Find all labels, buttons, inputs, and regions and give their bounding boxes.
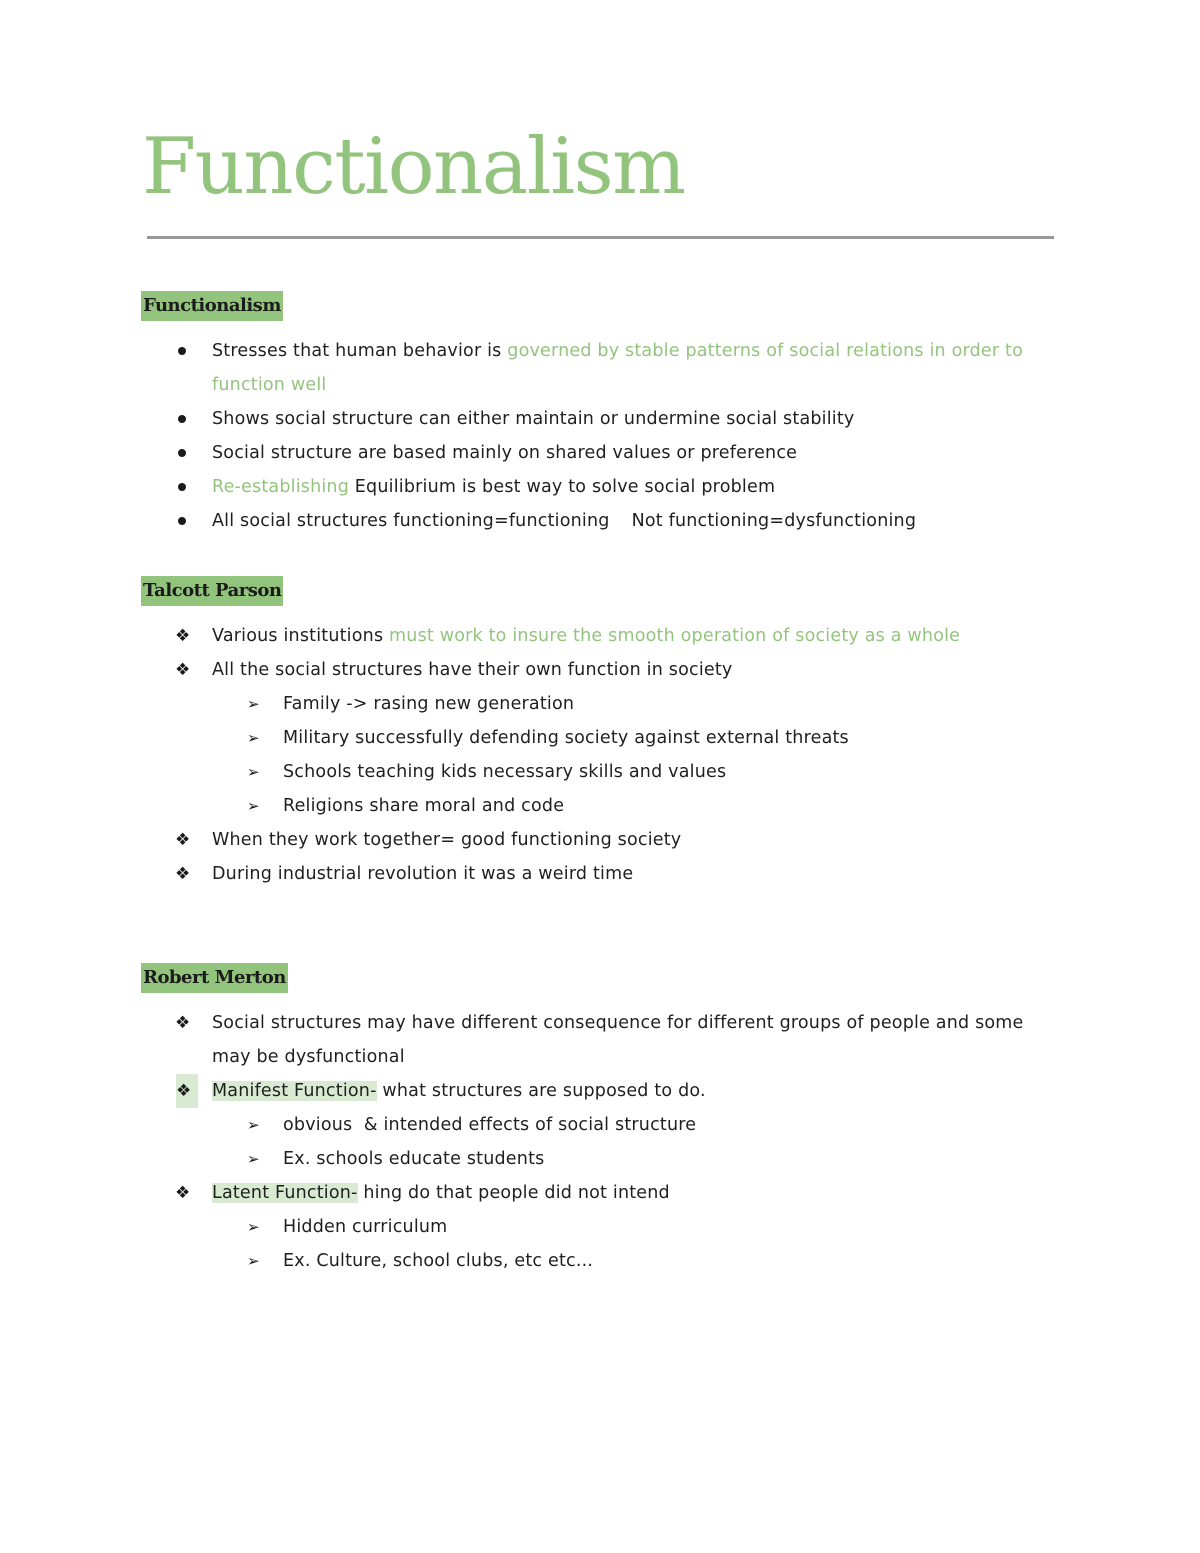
diamond-bullet-icon: ❖	[176, 1074, 198, 1108]
subitem-text: obvious & intended effects of social structure	[283, 1115, 697, 1135]
list-item	[0, 1006, 1057, 1074]
list-item	[0, 857, 1057, 891]
list-item	[0, 653, 1057, 687]
talcott-parson-list	[0, 619, 1200, 891]
item-text: what structures are supposed to do.	[376, 1081, 706, 1101]
list-item	[0, 1176, 1057, 1210]
item-text: Equilibrium is best way to solve social problem	[349, 477, 776, 497]
diamond-bullet-icon: ❖	[175, 1183, 191, 1203]
diamond-bullet-icon: ❖	[175, 626, 191, 646]
item-text: hing do that people did not intend	[357, 1183, 670, 1203]
title-divider	[147, 236, 1054, 239]
item-text: Shows social structure can either maintain or undermine social stability	[212, 409, 855, 429]
item-text: Social structure are based mainly on shared values or preference	[212, 443, 798, 463]
item-text-functioning: All social structures functioning=functioning	[212, 511, 610, 531]
list-item	[0, 334, 1057, 402]
list-item	[0, 823, 1057, 857]
item-emphasis: must work to insure the smooth operation of society as a whole	[389, 626, 961, 646]
item-text: When they work together= good functioning society	[212, 830, 682, 850]
arrow-bullet-icon: ➢	[247, 1218, 260, 1236]
bullet-dot-icon	[175, 334, 195, 368]
robert-merton-list	[0, 1006, 1200, 1278]
arrow-bullet-icon: ➢	[247, 1252, 260, 1270]
arrow-bullet-icon: ➢	[247, 729, 260, 747]
item-text: Various institutions	[212, 626, 390, 646]
arrow-bullet-icon: ➢	[247, 1150, 260, 1168]
subitem-text: Hidden curriculum	[283, 1217, 448, 1237]
sub-list-item	[0, 687, 1057, 721]
arrow-bullet-icon: ➢	[247, 763, 260, 781]
bullet-dot-icon	[175, 436, 195, 470]
page-title: Functionalism	[142, 122, 685, 212]
item-text: All the social structures have their own function in society	[212, 660, 733, 680]
subitem-text: Religions share moral and code	[283, 796, 565, 816]
subitem-text: Ex. Culture, school clubs, etc etc...	[283, 1251, 594, 1271]
section-heading-robert-merton: Robert Merton	[141, 963, 288, 993]
subitem-text: Family -> rasing new generation	[283, 694, 575, 714]
bullet-dot-icon	[175, 402, 195, 436]
bullet-dot-icon	[175, 504, 195, 538]
latent-function-label: Latent Function-	[212, 1183, 358, 1203]
item-text: During industrial revolution it was a weird time	[212, 864, 634, 884]
sub-list-item	[0, 1244, 1057, 1278]
subitem-text: Ex. schools educate students	[283, 1149, 545, 1169]
list-item	[0, 402, 1057, 436]
arrow-bullet-icon: ➢	[247, 695, 260, 713]
sub-list-item	[0, 1108, 1057, 1142]
sub-list-item	[0, 1210, 1057, 1244]
manifest-function-label: Manifest Function-	[212, 1081, 377, 1101]
item-emphasis: Re-establishing	[212, 477, 350, 497]
functionalism-list	[0, 334, 1200, 538]
list-item	[0, 619, 1057, 653]
diamond-bullet-icon: ❖	[175, 1013, 191, 1033]
list-item	[0, 504, 1057, 538]
arrow-bullet-icon: ➢	[247, 797, 260, 815]
item-text-dysfunctioning: Not functioning=dysfunctioning	[631, 511, 917, 531]
bullet-dot-icon	[175, 470, 195, 504]
item-text: Stresses that human behavior is	[212, 341, 508, 361]
diamond-bullet-icon: ❖	[175, 830, 191, 850]
subitem-text: Military successfully defending society against external threats	[283, 728, 849, 748]
diamond-bullet-icon: ❖	[175, 660, 191, 680]
section-heading-talcott-parson: Talcott Parson	[141, 576, 283, 606]
subitem-text: Schools teaching kids necessary skills and values	[283, 762, 727, 782]
sub-list-item	[0, 755, 1057, 789]
diamond-bullet-icon: ❖	[175, 864, 191, 884]
list-item	[0, 470, 1057, 504]
list-item	[0, 1074, 1057, 1108]
sub-list-item	[0, 789, 1057, 823]
item-text: Social structures may have different consequence for different groups of people and some may be dysfunctional	[212, 1013, 1024, 1067]
sub-list-item	[0, 1142, 1057, 1176]
list-item	[0, 436, 1057, 470]
item-emphasis: governed by stable patterns of social relations in order to function well	[212, 341, 1023, 395]
sub-list-item	[0, 721, 1057, 755]
arrow-bullet-icon: ➢	[247, 1116, 260, 1134]
section-heading-functionalism: Functionalism	[141, 291, 283, 321]
